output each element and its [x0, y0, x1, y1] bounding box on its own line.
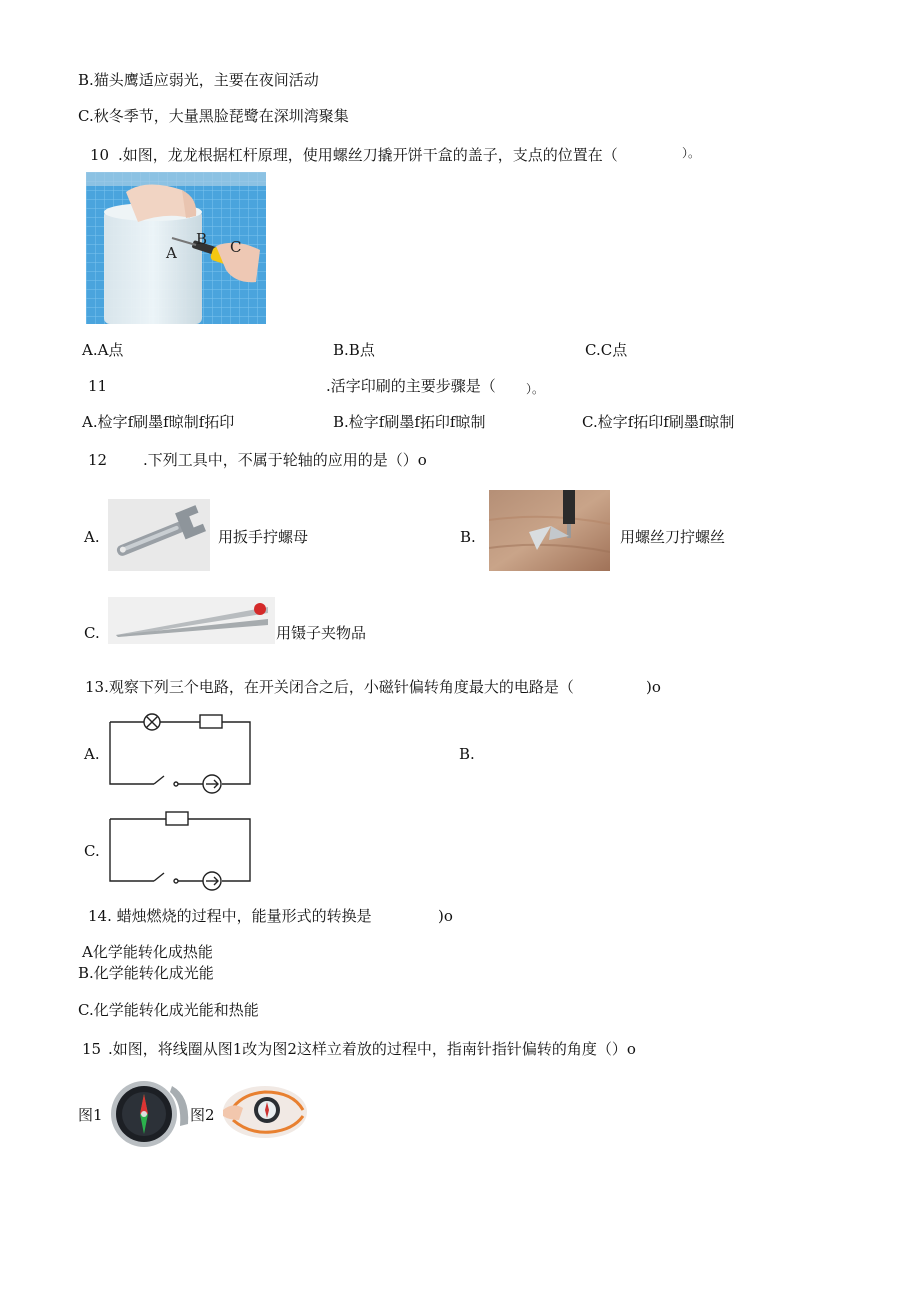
q15-compass-photo-1: [104, 1076, 190, 1148]
q12-option-c-letter: C.: [84, 624, 100, 642]
q10-tail: ）。: [682, 146, 701, 160]
q12-option-b-letter: B.: [460, 528, 476, 546]
q12-option-a-text: 用扳手拧螺母: [218, 528, 309, 546]
q12-number: 12: [88, 451, 108, 469]
q11-tail: ）。: [526, 382, 545, 396]
q10-option-b: B.B点: [333, 341, 375, 359]
q13-option-b: B.: [459, 745, 475, 763]
q11-stem: .活字印刷的主要步骤是（: [326, 377, 496, 395]
q10-option-a: A.A点: [82, 341, 124, 359]
q14-option-a: A化学能转化成热能: [82, 943, 213, 961]
q11-option-a: A.检字f刷墨f晾制f拓印: [82, 413, 235, 431]
q11-option-b: B.检字f刷墨f拓印f晾制: [333, 413, 486, 431]
q10-fig-label-c: C: [230, 238, 242, 256]
q14-option-c: C.化学能转化成光能和热能: [78, 1001, 259, 1019]
q12-screwdriver-photo: [489, 490, 610, 571]
q10-fig-label-b: B: [196, 230, 208, 248]
q14-tail: )o: [438, 907, 453, 925]
q10-number: 10: [90, 146, 110, 164]
q13-circuit-a-diagram: [104, 708, 256, 794]
q15-fig1-label: 图1: [78, 1106, 103, 1124]
q12-option-a-letter: A.: [84, 528, 100, 546]
q13-stem: 13.观察下列三个电路，在开关闭合之后，小磁针偏转角度最大的电路是（: [85, 678, 574, 696]
q13-tail: )o: [646, 678, 661, 696]
q15-compass-photo-2: [219, 1080, 309, 1142]
q15-number: 15: [82, 1040, 102, 1058]
prev-option-c: C.秋冬季节，大量黑脸琵鹭在深圳湾聚集: [78, 107, 349, 125]
q12-wrench-photo: [108, 499, 210, 571]
q11-number: 11: [88, 377, 108, 395]
q11-option-c: C.检字f拓印f刷墨f晾制: [582, 413, 735, 431]
q15-fig2-label: 图2: [190, 1106, 215, 1124]
q12-tweezers-photo: [108, 597, 275, 644]
q14-stem: 14. 蜡烛燃烧的过程中，能量形式的转换是: [88, 907, 372, 925]
q10-fig-label-a: A: [166, 244, 177, 262]
q13-option-a: A.: [84, 745, 100, 763]
q10-stem: .如图，龙龙根据杠杆原理，使用螺丝刀撬开饼干盒的盖子，支点的位置在（: [118, 146, 618, 164]
q14-option-b: B.化学能转化成光能: [78, 964, 214, 982]
q13-circuit-c-diagram: [104, 805, 256, 891]
q12-option-b-text: 用螺丝刀拧螺丝: [620, 528, 726, 546]
q12-stem: .下列工具中，不属于轮轴的应用的是（）o: [143, 451, 427, 469]
q13-option-c: C.: [84, 842, 100, 860]
prev-option-b: B.猫头鹰适应弱光，主要在夜间活动: [78, 71, 319, 89]
q12-option-c-text: 用镊子夹物品: [276, 624, 367, 642]
q10-screwdriver-photo: [86, 172, 266, 324]
q10-option-c: C.C点: [585, 341, 628, 359]
q15-stem: .如图，将线圈从图1改为图2这样立着放的过程中，指南针指针偏转的角度（）o: [108, 1040, 636, 1058]
